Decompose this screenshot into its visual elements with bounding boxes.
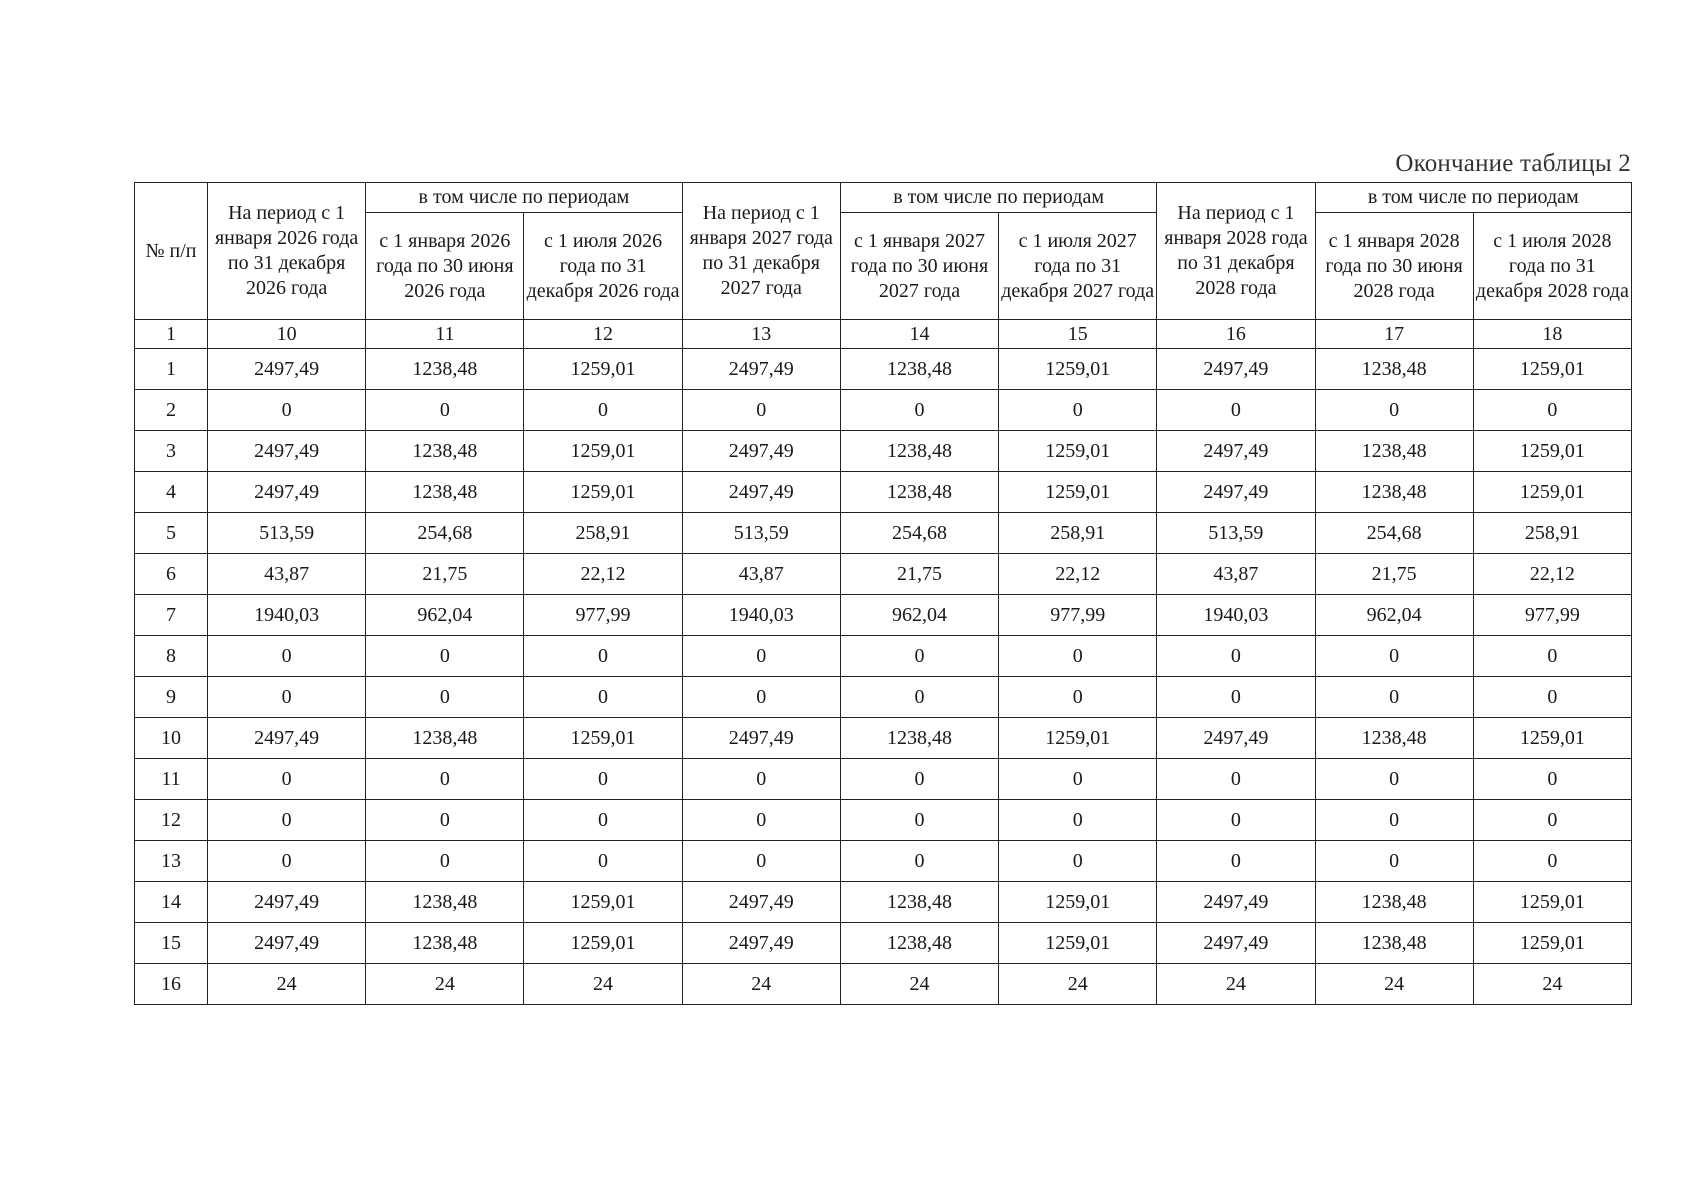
table-cell: 1238,48 [366, 718, 524, 759]
table-cell: 2497,49 [1157, 923, 1315, 964]
table-cell: 0 [999, 759, 1157, 800]
header-h2-2027: с 1 июля 2027 года по 31 декабря 2027 года [999, 213, 1157, 320]
table-cell: 1238,48 [840, 431, 998, 472]
row-number-cell: 3 [135, 431, 208, 472]
table-cell: 0 [840, 759, 998, 800]
table-cell: 0 [840, 636, 998, 677]
table-cell: 0 [1157, 390, 1315, 431]
table-cell: 24 [682, 964, 840, 1005]
table-cell: 24 [208, 964, 366, 1005]
table-cell: 1238,48 [1315, 718, 1473, 759]
row-number-cell: 4 [135, 472, 208, 513]
data-table [134, 182, 1632, 1005]
table-cell: 1259,01 [999, 431, 1157, 472]
header-h2-2026: с 1 июля 2026 года по 31 декабря 2026 года [524, 213, 682, 320]
table-cell: 1259,01 [1473, 349, 1631, 390]
table-cell: 0 [366, 841, 524, 882]
header-total-2028: На период с 1 января 2028 года по 31 декабря 2028 года [1157, 183, 1315, 320]
table-cell: 0 [682, 759, 840, 800]
table-cell: 0 [1315, 759, 1473, 800]
table-cell: 0 [840, 800, 998, 841]
table-cell: 2497,49 [1157, 718, 1315, 759]
table-cell: 1238,48 [840, 882, 998, 923]
table-row [135, 677, 1632, 718]
table-cell: 2497,49 [682, 472, 840, 513]
header-h1-2028: с 1 января 2028 года по 30 июня 2028 года [1315, 213, 1473, 320]
table-cell: 0 [1473, 759, 1631, 800]
table-cell: 0 [999, 390, 1157, 431]
column-number: 1 [135, 320, 208, 349]
table-cell: 2497,49 [208, 923, 366, 964]
table-cell: 1238,48 [1315, 431, 1473, 472]
table-caption: Окончание таблицы 2 [1395, 150, 1631, 177]
table-cell: 1259,01 [999, 882, 1157, 923]
table-cell: 0 [1473, 390, 1631, 431]
table-cell: 0 [1315, 841, 1473, 882]
table-cell: 0 [682, 390, 840, 431]
table-cell: 0 [524, 841, 682, 882]
row-number-cell: 9 [135, 677, 208, 718]
table-cell: 1238,48 [366, 882, 524, 923]
table-cell: 0 [1315, 636, 1473, 677]
table-cell: 1259,01 [524, 923, 682, 964]
table-row [135, 636, 1632, 677]
table-cell: 2497,49 [682, 349, 840, 390]
header-total-2027: На период с 1 января 2027 года по 31 декабря 2027 года [682, 183, 840, 320]
row-number-cell: 13 [135, 841, 208, 882]
table-cell: 1259,01 [999, 718, 1157, 759]
row-number-cell: 7 [135, 595, 208, 636]
row-number-cell: 8 [135, 636, 208, 677]
table-cell: 1259,01 [999, 472, 1157, 513]
column-number: 16 [1157, 320, 1315, 349]
table-cell: 1940,03 [208, 595, 366, 636]
table-cell: 0 [208, 841, 366, 882]
table-cell: 0 [366, 636, 524, 677]
column-number: 17 [1315, 320, 1473, 349]
table-cell: 1259,01 [1473, 431, 1631, 472]
table-cell: 0 [208, 390, 366, 431]
table-cell: 1238,48 [840, 923, 998, 964]
table-cell: 0 [208, 759, 366, 800]
table-cell: 1259,01 [1473, 882, 1631, 923]
table-cell: 258,91 [999, 513, 1157, 554]
table-cell: 0 [1157, 800, 1315, 841]
table-body [135, 349, 1632, 1005]
table-cell: 1940,03 [682, 595, 840, 636]
table-cell: 24 [999, 964, 1157, 1005]
table-cell: 43,87 [208, 554, 366, 595]
header-h2-2028: с 1 июля 2028 года по 31 декабря 2028 года [1473, 213, 1631, 320]
table-row [135, 800, 1632, 841]
table-cell: 513,59 [682, 513, 840, 554]
table-cell: 1238,48 [366, 349, 524, 390]
table-cell: 1238,48 [1315, 472, 1473, 513]
table-cell: 1238,48 [1315, 923, 1473, 964]
table-cell: 0 [682, 636, 840, 677]
row-number-cell: 15 [135, 923, 208, 964]
table-cell: 1238,48 [840, 718, 998, 759]
table-cell: 977,99 [524, 595, 682, 636]
table-cell: 513,59 [1157, 513, 1315, 554]
table-cell: 0 [1473, 636, 1631, 677]
table-cell: 0 [1315, 677, 1473, 718]
table-cell: 0 [1157, 841, 1315, 882]
table-cell: 1259,01 [524, 882, 682, 923]
table-cell: 254,68 [1315, 513, 1473, 554]
table-cell: 1238,48 [840, 472, 998, 513]
table-cell: 43,87 [682, 554, 840, 595]
row-number-cell: 11 [135, 759, 208, 800]
table-cell: 2497,49 [208, 718, 366, 759]
table-cell: 21,75 [1315, 554, 1473, 595]
table-row [135, 841, 1632, 882]
table-row [135, 431, 1632, 472]
table-cell: 22,12 [524, 554, 682, 595]
table-cell: 0 [1315, 800, 1473, 841]
table-cell: 513,59 [208, 513, 366, 554]
table-cell: 1940,03 [1157, 595, 1315, 636]
row-number-cell: 1 [135, 349, 208, 390]
table-cell: 0 [524, 390, 682, 431]
table-cell: 2497,49 [208, 472, 366, 513]
column-number: 13 [682, 320, 840, 349]
table-cell: 0 [840, 841, 998, 882]
column-number: 18 [1473, 320, 1631, 349]
table-cell: 0 [999, 841, 1157, 882]
table-cell: 0 [840, 390, 998, 431]
table-cell: 0 [1473, 677, 1631, 718]
table-cell: 1259,01 [524, 349, 682, 390]
row-number-cell: 14 [135, 882, 208, 923]
table-cell: 2497,49 [682, 923, 840, 964]
table-row [135, 923, 1632, 964]
table-cell: 1259,01 [1473, 472, 1631, 513]
table-cell: 962,04 [840, 595, 998, 636]
table-cell: 2497,49 [1157, 431, 1315, 472]
table-cell: 0 [366, 390, 524, 431]
table-cell: 254,68 [840, 513, 998, 554]
table-cell: 1238,48 [366, 472, 524, 513]
table-cell: 0 [208, 800, 366, 841]
column-number: 14 [840, 320, 998, 349]
table-cell: 1238,48 [366, 923, 524, 964]
table-cell: 962,04 [366, 595, 524, 636]
table-cell: 21,75 [840, 554, 998, 595]
table-row [135, 472, 1632, 513]
table-cell: 21,75 [366, 554, 524, 595]
table-cell: 0 [999, 677, 1157, 718]
row-number-cell: 6 [135, 554, 208, 595]
table-cell: 24 [366, 964, 524, 1005]
table-row [135, 349, 1632, 390]
table-cell: 43,87 [1157, 554, 1315, 595]
table-cell: 0 [999, 800, 1157, 841]
table-cell: 0 [1157, 636, 1315, 677]
table-cell: 0 [1157, 759, 1315, 800]
column-number: 11 [366, 320, 524, 349]
table-cell: 24 [1157, 964, 1315, 1005]
table-cell: 0 [524, 759, 682, 800]
table-cell: 1238,48 [840, 349, 998, 390]
header-h1-2027: с 1 января 2027 года по 30 июня 2027 года [840, 213, 998, 320]
table-cell: 1259,01 [1473, 923, 1631, 964]
row-number-cell: 5 [135, 513, 208, 554]
table-cell: 24 [840, 964, 998, 1005]
table-cell: 2497,49 [208, 882, 366, 923]
table-cell: 0 [366, 759, 524, 800]
table-row [135, 718, 1632, 759]
table-cell: 0 [366, 677, 524, 718]
header-group-2027: в том числе по периодам [840, 183, 1156, 213]
column-number: 12 [524, 320, 682, 349]
table-row [135, 964, 1632, 1005]
table-cell: 977,99 [1473, 595, 1631, 636]
table-cell: 0 [682, 841, 840, 882]
table-cell: 1259,01 [524, 718, 682, 759]
header-group-2028: в том числе по периодам [1315, 183, 1631, 213]
table-cell: 22,12 [1473, 554, 1631, 595]
table-cell: 1259,01 [999, 349, 1157, 390]
table-cell: 254,68 [366, 513, 524, 554]
table-cell: 1259,01 [999, 923, 1157, 964]
table-cell: 0 [366, 800, 524, 841]
table-cell: 1238,48 [1315, 349, 1473, 390]
table-cell: 258,91 [1473, 513, 1631, 554]
table-cell: 0 [524, 677, 682, 718]
table-cell: 0 [524, 800, 682, 841]
column-number: 15 [999, 320, 1157, 349]
header-group-2026: в том числе по периодам [366, 183, 682, 213]
table-row [135, 554, 1632, 595]
table-cell: 22,12 [999, 554, 1157, 595]
table-cell: 0 [208, 677, 366, 718]
header-total-2026: На период с 1 января 2026 года по 31 декабря 2026 года [208, 183, 366, 320]
table-cell: 2497,49 [682, 882, 840, 923]
table-cell: 2497,49 [682, 718, 840, 759]
table-cell: 2497,49 [208, 431, 366, 472]
table-cell: 0 [524, 636, 682, 677]
table-cell: 962,04 [1315, 595, 1473, 636]
table-cell: 1259,01 [524, 472, 682, 513]
table-cell: 0 [208, 636, 366, 677]
table-cell: 0 [1315, 390, 1473, 431]
header-num: № п/п [135, 183, 208, 320]
column-number-row [135, 320, 1632, 349]
table-row [135, 595, 1632, 636]
column-number: 10 [208, 320, 366, 349]
table-row [135, 390, 1632, 431]
table-cell: 0 [1473, 800, 1631, 841]
table-cell: 1259,01 [524, 431, 682, 472]
table-cell: 0 [1473, 841, 1631, 882]
table-cell: 2497,49 [208, 349, 366, 390]
table-cell: 1238,48 [366, 431, 524, 472]
row-number-cell: 16 [135, 964, 208, 1005]
table-cell: 24 [1473, 964, 1631, 1005]
table-cell: 24 [524, 964, 682, 1005]
table-header [135, 183, 1632, 349]
table-cell: 2497,49 [682, 431, 840, 472]
table-cell: 0 [1157, 677, 1315, 718]
row-number-cell: 12 [135, 800, 208, 841]
row-number-cell: 2 [135, 390, 208, 431]
table-cell: 2497,49 [1157, 472, 1315, 513]
table-cell: 0 [682, 800, 840, 841]
header-h1-2026: с 1 января 2026 года по 30 июня 2026 года [366, 213, 524, 320]
table-row [135, 882, 1632, 923]
table-cell: 1238,48 [1315, 882, 1473, 923]
table-row [135, 759, 1632, 800]
table-cell: 1259,01 [1473, 718, 1631, 759]
table-cell: 2497,49 [1157, 882, 1315, 923]
table-row [135, 513, 1632, 554]
table-cell: 24 [1315, 964, 1473, 1005]
table-cell: 2497,49 [1157, 349, 1315, 390]
table-cell: 977,99 [999, 595, 1157, 636]
table-cell: 0 [840, 677, 998, 718]
table-cell: 258,91 [524, 513, 682, 554]
table-cell: 0 [682, 677, 840, 718]
row-number-cell: 10 [135, 718, 208, 759]
table-cell: 0 [999, 636, 1157, 677]
